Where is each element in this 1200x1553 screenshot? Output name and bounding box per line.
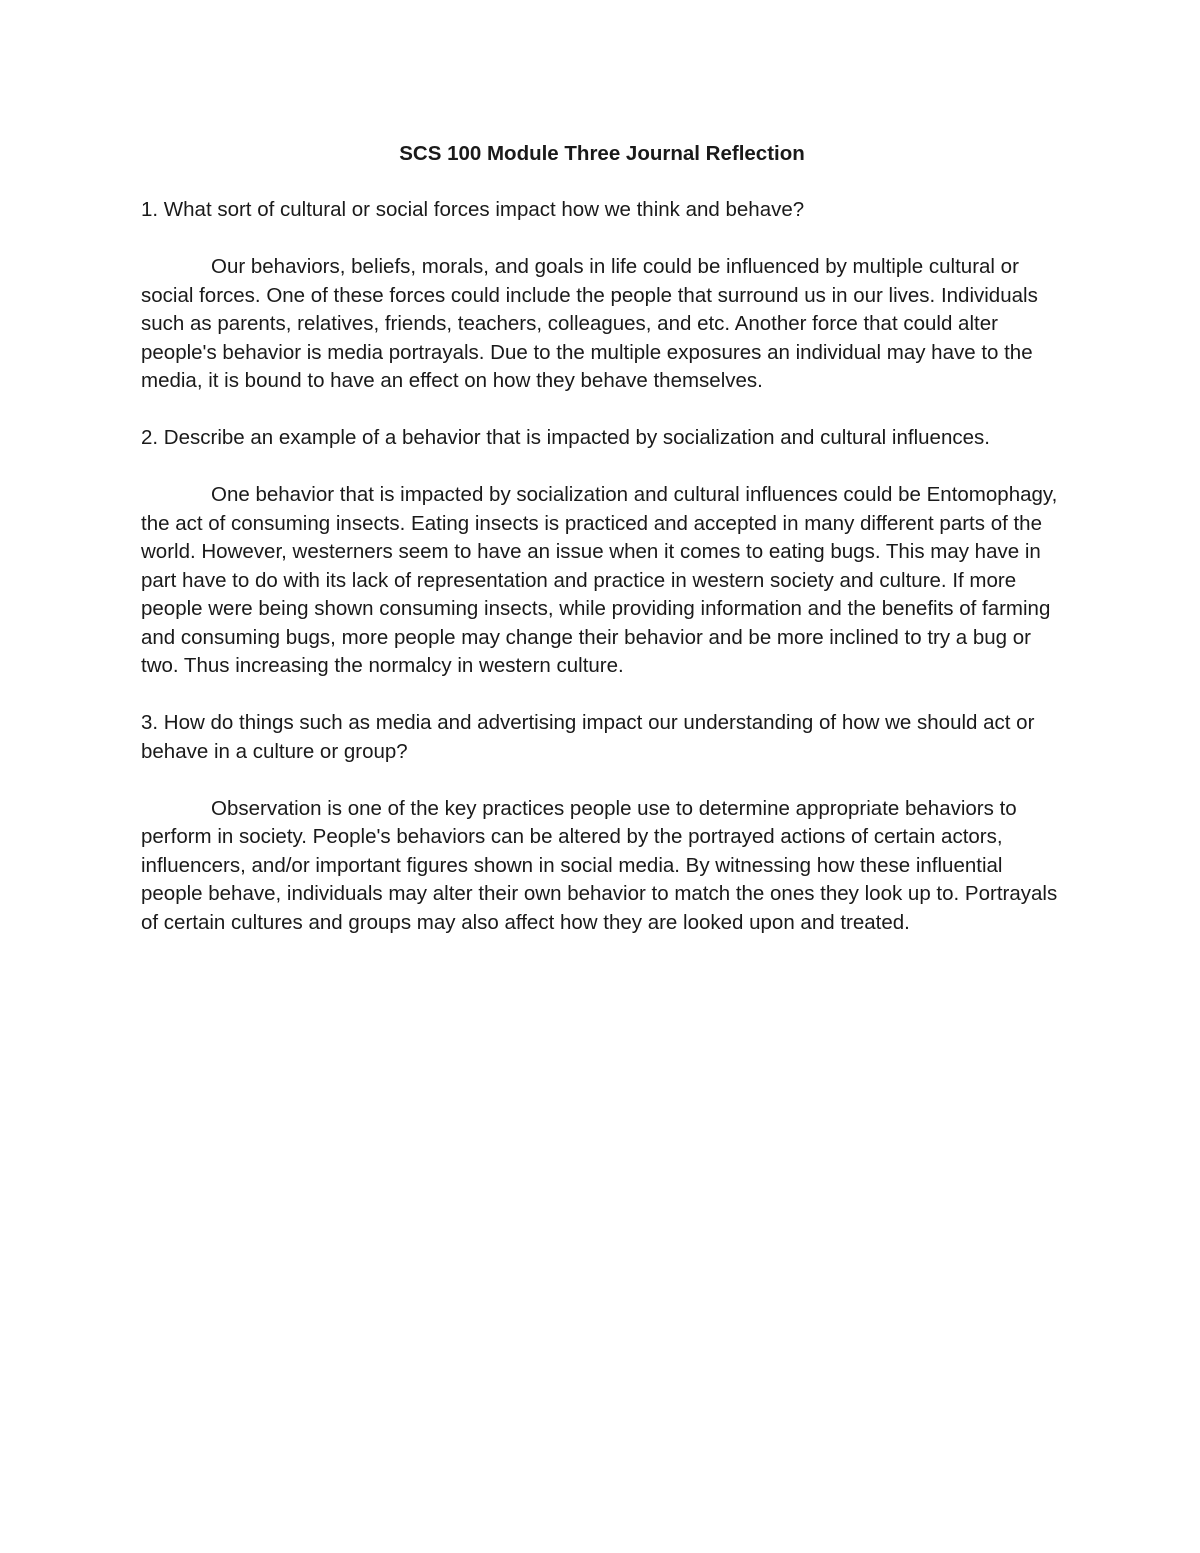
- answer-1: Our behaviors, beliefs, morals, and goals in life could be influenced by multiple cultural or social forces. One of these forces could include the people that surround us in our lives. Individuals such as parents, relatives, friends, teachers, colleagues, and etc. Another force that could alter people's behavior is media portrayals. Due to the multiple exposures an individual may have to the media, it is bound to have an effect on how they behave themselves.: [141, 255, 1038, 392]
- answer-3: Observation is one of the key practices people use to determine appropriate behaviors to perform in society. People's behaviors can be altered by the portrayed actions of certain actors, influencers, and/or important figures shown in social media. By witnessing how these influential people behave, individuals may alter their own behavior to match the ones they look up to. Portrayals of certain cultures and groups may also affect how they are looked upon and treated.: [141, 796, 1058, 934]
- question-3: 3. How do things such as media and advertising impact our understanding of how we should act or behave in a culture or group?: [141, 711, 1035, 763]
- question-1: 1. What sort of cultural or social forces impact how we think and behave?: [141, 198, 805, 221]
- document-body: [141, 140, 1063, 966]
- document-title: SCS 100 Module Three Journal Reflection: [399, 142, 805, 165]
- question-2: 2. Describe an example of a behavior that is impacted by socialization and cultural influences.: [141, 426, 990, 449]
- answer-2: One behavior that is impacted by socialization and cultural influences could be Entomophagy, the act of consuming insects. Eating insects is practiced and accepted in many different parts of the world. However, westerners seem to have an issue when it comes to eating bugs. This may have in part have to do with its lack of representation and practice in western society and culture. If more people were being shown consuming insects, while providing information and the benefits of farming and consuming bugs, more people may change their behavior and be more inclined to try a bug or two. Thus increasing the normalcy in western culture.: [141, 483, 1058, 677]
